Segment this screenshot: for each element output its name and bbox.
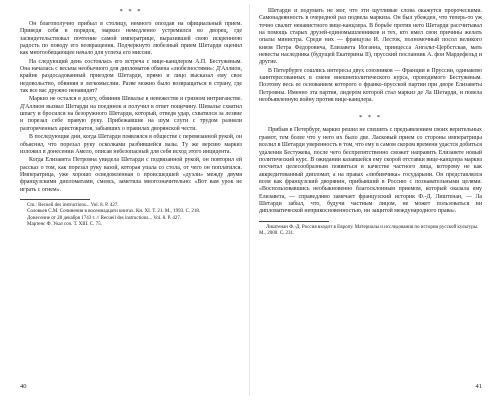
paragraph: В последующие дни, когда Шетарди появлялся в обществе с перевязанной рукой, он объяснял, что порезал руку осколками разбившейся вазы. Ту же версию маркиз изложил в донесении Амело, описав небезопасный для себя исход этого инцидента.	[20, 134, 242, 155]
paragraph: Прибыв в Петербург, маркиз решил не спешить с предъявлением своих верительных грамот, тем более что у него их было две. Ласковый прием со стороны императрицы вселил в Шетарди уверенность в том, что ему в самом скором времени удастся добиться удаления Бестужева, после чего беспрепятственно сможет направить Елизавете новый политический курс. В ожидании казавшейся ему скорой отставки вице-канцлера маркиз посчитал целесообразным появиться в качестве частного лица, которому не как аккредитованный дипломат, а на правах «любимчика» государыни. Он представлялся всем как французский дворянин, прибывший в Россию с познавательными целями. «Воспользовавшись необыкновенно благосклонным приемом, который оказала ему Елизавета, — справедливо замечает французский историк Ф.-Д. Лиштенан, — Ла Шетарди забыл, что, будучи частным лицом, не может пользоваться ни дипломатической неприкосновенностью, ни защитой международного права».	[259, 127, 482, 215]
left-footnotes	[20, 203, 242, 229]
right-body-text-top	[259, 8, 482, 104]
paragraph: Когда Елизавета Петровна увидела Шетарди с подвязанной рукой, он повторил ей рассказ о том, как порезал руку вазой, которая упала со стола, от чего он поплатился. Императрица, уже хорошо осведомленная о происшедшей «дуэли» между двумя французскими дипломатами, смеясь, заметила многозначительно: «Вот вам урок не играть с огнем».	[20, 157, 242, 193]
footnote: Лиштенан Ф.-Д. Россия входит в Европу. Материалы и исследования по истории русской культуры. М., 2000. С. 231.	[259, 224, 479, 236]
paragraph: В Петербурге сошлись интересы двух союзников — Франции и Пруссии, одинаково заинтересованных в смене внешнеполитического курса, проводимого Бестужевым. Поэтому весь ее основанием которого о франко-прусской партии при дворе Елизаветы Петровны. Именно эта партия, лидером которой стал маркиз де Ла Шетарди, и повела необъявленную войну против вице-канцлера.	[259, 67, 482, 104]
section-separator: * * *	[359, 114, 382, 122]
paragraph: Маркиз не остался в долгу, обвинив Шевалье в невежестве и грязном интриганстве. Д'Аллион вызвал Шетарди на поединок и получил в ответ пощечину. Шевалье схватил шпагу и бросился на безоружного Шетарди, который, отведя удар, схватился за лезвие и порезал себе правую руку. Прибежавшие на шум слуги с трудом разняли разгоряченных аристократов, забывших о правилах дворянской чести.	[20, 96, 242, 132]
footnote: Мартенс Ф. Указ соч. Т. XIII. С. 75.	[27, 222, 102, 228]
footnote-rule	[20, 199, 90, 200]
paragraph: Шетарди и подумать не мог, что эти щутливые слова окажутся пророческими. Самонадеянность в очередной раз подвела маркиза. Он был убежден, что теперь-то уж точно свалит ненавистного вице-канцлера. В борьбе против него Шетарди рассчитывал на помощь старых друзей-единомышленников и тех, кто имел свои причины желать опалы министра. Среди них — французы И. Лесток, полномочный посол великого князя Петра Федоровича, Елизавета Иоганна, принцесса Ангальт-Цербстская, мать невесты наследника (будущей Екатерины II), прусский посланник А. фон Мардефельд и другие.	[259, 8, 482, 66]
right-footnotes	[259, 225, 482, 238]
right-body-text-bottom	[259, 127, 482, 215]
page-number: 40	[20, 383, 27, 390]
footnote: Сm.: Recueil des instructions... Vol. 8. P. 427.	[27, 202, 119, 208]
footnote: Донесение от 28 декабря 1743 г. // Recueil des instructions... Vol. 8. P. 427.	[27, 215, 182, 221]
section-separator: * * *	[119, 8, 143, 15]
left-body-text	[20, 21, 242, 194]
paragraph: На следующий день состоялась его встреча с вице-канцлером А.П. Бестужевым. Она началась с весьма необычного для дипломатов обмена «любезностями»: Д'Аллион, крайне раздосадованный приездом Шетарди, прямо и лицо высказал ему свое недовольство, обвиняя в легкомыслии. Разве можно было возвращаться в страну, где так все вас дружно ненавидят?	[20, 58, 242, 95]
right-page	[250, 0, 500, 400]
footnote-rule	[259, 221, 329, 222]
page-number: 41	[475, 383, 482, 390]
paragraph: Он благополучно прибыл в столицу, немного опоздав на официальный прием. Приведя себя в порядок, маркиз немедленно устремился во дворец, где засвидетельствовал почтение самой императрице, выразившей свою искреннюю радость по поводу его возвращения. Подчеркнуто любезный прием Шетарди оценил как многообещающее начало для успеха его миссии.	[20, 21, 242, 57]
footnote: Соловьев С.М. Сочинения в восемнадцати книгах. Кн. XI. Т. 21. М., 1993. С. 218.	[27, 209, 201, 215]
